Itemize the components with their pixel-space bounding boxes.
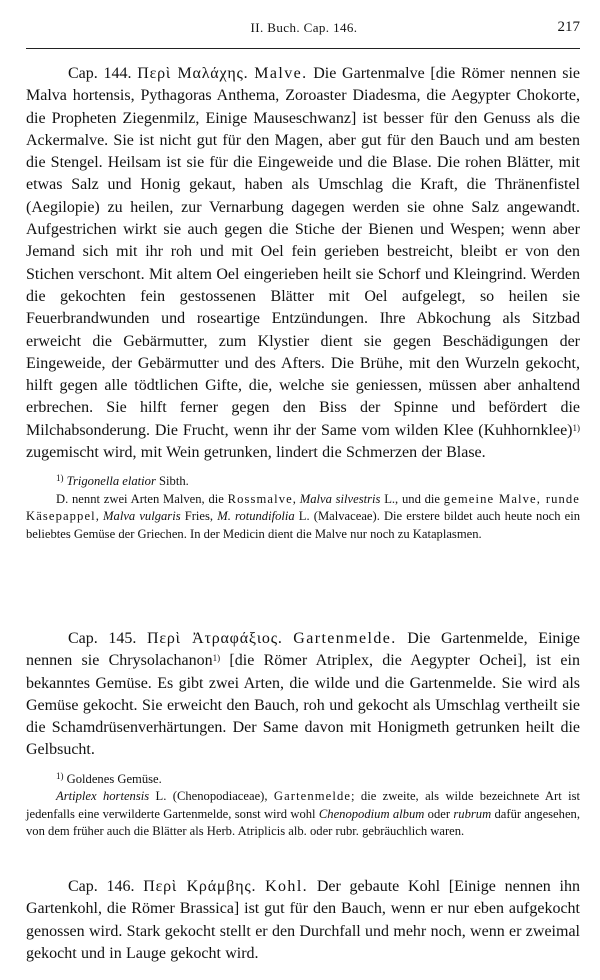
header-rule (26, 48, 580, 49)
footnote-144-marker: 1) (56, 473, 64, 484)
footnote-144-author: Sibth. (155, 474, 189, 489)
chapter-144-body-end: zugemischt wird, mit Wein getrunken, lindert die Schmerzen der Blase. (26, 444, 486, 462)
fn-144-d: Malva silvestris (299, 491, 381, 506)
footnote-145-marker: 1) (56, 770, 64, 781)
chapter-146 (26, 876, 580, 965)
fn-144-h: Malva vulgaris (103, 509, 181, 524)
chapter-144-text (26, 63, 580, 464)
fn-144-c: , (292, 491, 300, 506)
fn-144-k: L. (Malvaceae). Die erstere bildet auch heute noch ein beliebtes Gemüse der Griechen. In der Medicin dient die Malve nur noch zu Kataplasmen. (26, 509, 581, 541)
fn-144-f: gemeine Malve, runde Käsepappel (26, 491, 580, 524)
chapter-145-greek-title: Περὶ Ἀτραφάξιος. (146, 630, 283, 647)
chapter-146-text (26, 876, 580, 965)
chapter-145-number: Cap. 145. (68, 630, 137, 647)
chapter-144-plant-name: Malve. (254, 65, 308, 82)
fn-144-i: Fries, (180, 509, 218, 524)
fn-145-d: ; die zweite, als wilde bezeichnete Art ist jedenfalls eine verwilderte Gartenmelde, sonst wird wohl (26, 789, 580, 821)
footnote-145-gloss: Goldenes Gemüse. (66, 771, 162, 786)
chapter-146-plant-name: Kohl. (265, 878, 309, 895)
footnote-144-1 (26, 473, 580, 490)
fn-145-e: Chenopodium album (318, 806, 425, 821)
chapter-146-greek-title: Περὶ Κράμβης. (143, 878, 257, 895)
fn-144-j: M. rotundifolia (217, 509, 295, 524)
chapter-145-footnotes (26, 771, 580, 841)
chapter-145-body-end: [die Römer Atriplex, die Aegypter Ochei], ist ein bekanntes Gemüse. Es gibt zwei Arten, die wilde und die Gartenmelde. Sie wird als Gemüse gekocht. Sie erweicht den Bauch, roh und gekocht als Umschlag vertheilt sie die Schamdrüsenverhärtungen. Der Same davon mit Honigmeth getrunken heilt die Gelbsucht. (26, 652, 580, 759)
chapter-146-body: Der gebaute Kohl [Einige nennen ihn Gartenkohl, die Römer Brassica] ist gut für den Bauch, wenn er nur eben aufgekocht genossen wird. Stark gekocht stellt er den Durchfall und mehr noch, wenn er zweimal gekocht und in Lauge gekocht wird. (26, 878, 580, 962)
chapter-144-footnotes (26, 473, 580, 543)
fn-144-g: , (95, 509, 104, 524)
fn-145-b: L. (Chenopodiaceae), (149, 789, 274, 804)
footnote-144-commentary (26, 491, 580, 543)
fn-144-a: D. nennt zwei Arten Malven, die (56, 491, 228, 506)
fn-145-g: rubrum (453, 806, 492, 821)
footnote-145-commentary (26, 788, 580, 840)
chapter-145-text (26, 628, 580, 762)
fn-145-f: oder (424, 806, 454, 821)
fn-145-h: dafür angesehen, von dem früher auch die Blätter als Herb. Atriplicis alb. oder rubr. gebräuchlich waren. (26, 806, 580, 838)
footnote-144-species: Trigonella elatior (66, 474, 156, 489)
chapter-146-number: Cap. 146. (68, 878, 135, 895)
chapter-144-greek-title: Περὶ Μαλάχης. (137, 65, 249, 82)
running-head: II. Buch. Cap. 146. (250, 20, 358, 35)
fn-145-a: Artiplex hortensis (56, 789, 150, 804)
fn-145-c: Gartenmelde (273, 789, 352, 804)
chapter-144 (26, 63, 580, 543)
fn-144-e: L., und die (380, 491, 444, 506)
page-number: 217 (557, 19, 580, 35)
chapter-145 (26, 628, 580, 840)
fn-144-b: Rossmalve (227, 491, 293, 506)
footnote-145-1 (26, 771, 580, 788)
chapter-144-footnote-ref: 1) (572, 422, 580, 433)
chapter-144-body: Die Gartenmalve [die Römer nennen sie Malva hortensis, Pythagoras Anthema, Zoroaster Diadesma, die Aegypter Chokorte, die Propheten Ziegenmilz, Einige Mauseschwanz] ist besser für den Genuss als die Ackermalve. Sie ist nicht gut für den Magen, aber gut für den Bauch und am besten die Stengel. Heilsam ist sie für die Eingeweide und die Blase. Die rohen Blätter, mit etwas Salz und Honig gekaut, haben als Umschlag die Kraft, die Thränenfistel (Aegilopie) zu heilen, zur Vernarbung dagegen werden sie ohne Salz angewandt. Aufgestrichen wirkt sie auch gegen die Stiche der Bienen und Wespen; wenn aber Jemand sich mit ihr roh und mit Oel fein gerieben bestreicht, bleibt er von den Stichen verschont. Mit altem Oel eingerieben heilt sie Schorf und Kleingrind. Werden die gekochten fein gestossenen Blätter mit Oel aufgelegt, so heilen sie Feuerbrandwunden und roseartige Entzündungen. Ihre Abkochung als Sitzbad erweicht die Gebärmutter, zum Klystier dient sie gegen Beschädigungen der Eingeweide, der Gebärmutter und des Afters. Die Brühe, mit den Wurzeln gekocht, hilft gegen alle tödtlichen Gifte, die, welche sie geniessen, müssen aber anhaltend erbrechen. Sie hilft ferner gegen den Biss der Spinne und befördert die Milchabsonderung. Die Frucht, wenn ihr der Same vom wilden Klee (Kuhhornklee) (26, 65, 580, 439)
chapter-145-plant-name: Gartenmelde. (293, 630, 397, 647)
chapter-145-body: Die Gartenmelde, Einige nennen sie Chrysolachanon (26, 630, 580, 670)
page-header (28, 20, 580, 42)
chapter-144-number: Cap. 144. (68, 65, 132, 82)
chapter-145-footnote-ref: 1) (212, 653, 221, 664)
